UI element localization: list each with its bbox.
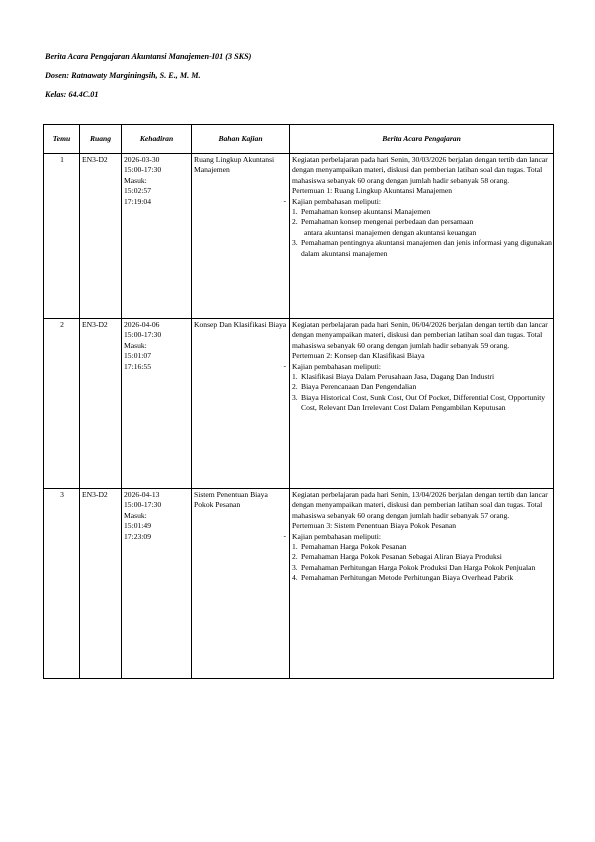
report-cell	[290, 319, 554, 489]
table-row	[44, 154, 554, 319]
study-item: 2. Pemahaman Harga Pokok Pesanan Sebagai Aliran Biaya Produksi	[292, 552, 502, 562]
teaching-report-table	[43, 124, 554, 679]
attendance-out-time: 17:19:04	[124, 196, 152, 206]
meeting-topic: Pertemuan 2: Konsep dan Klasifikasi Biaya	[292, 351, 425, 361]
attendance-time: 15:00-17:30	[124, 330, 162, 340]
study-scope-label: Kajian pembahasan meliputi:	[292, 196, 381, 206]
study-item-continuation: antara akuntansi manajemen dengan akuntansi keuangan	[304, 227, 477, 237]
meeting-topic: Pertemuan 1: Ruang Lingkup Akuntansi Manajemen	[292, 186, 453, 196]
table-row	[44, 319, 554, 489]
lecturer-line: Dosen: Ratnawaty Marginingsih, S. E., M. M.	[45, 71, 201, 80]
attendance-date: 2026-04-13	[124, 490, 160, 499]
meeting-number: 2	[44, 319, 80, 489]
attendance-in-time: 15:01:07	[124, 351, 152, 361]
study-material: Ruang Lingkup Akuntansi Manajemen	[194, 155, 275, 175]
room: EN3-D2	[80, 319, 122, 489]
dash-mark: -	[283, 361, 286, 370]
meeting-topic: Pertemuan 3: Sistem Penentuan Biaya Pokok Pesanan	[292, 521, 457, 531]
table-row	[44, 489, 554, 679]
attendance-in-time: 15:02:57	[124, 186, 152, 196]
attendance-cell	[122, 154, 192, 319]
document-title: Berita Acara Pengajaran Akuntansi Manajemen-I01 (3 SKS)	[45, 52, 252, 61]
col-header-ruang: Ruang	[80, 125, 122, 154]
attendance-in-label: Masuk:	[124, 175, 147, 185]
study-item: 2. Biaya Perencanaan Dan Pengendalian	[292, 382, 417, 392]
col-header-bahan-kajian: Bahan Kajian	[192, 125, 290, 154]
document-header	[45, 52, 251, 109]
attendance-time: 15:00-17:30	[124, 500, 162, 510]
meeting-number: 1	[44, 154, 80, 319]
report-summary: Kegiatan perbelajaran pada hari Senin, 06/04/2026 berjalan dengan tertib dan lancar dengan menyampaikan materi, diskusi dan pemberian latihan soal dan tugas. Total mahasiswa sebanyak 60 orang dengan jumlah hadir sebanyak 59 orang.	[292, 320, 548, 350]
report-cell	[290, 154, 554, 319]
study-item: 1. Pemahaman Harga Pokok Pesanan	[292, 542, 407, 552]
study-item: 1. Klasifikasi Biaya Dalam Perusahaan Jasa, Dagang Dan Industri	[292, 372, 495, 382]
report-cell	[290, 489, 554, 679]
study-scope-label: Kajian pembahasan meliputi:	[292, 531, 381, 541]
dash-mark: -	[283, 196, 286, 205]
meeting-number: 3	[44, 489, 80, 679]
report-summary: Kegiatan perbelajaran pada hari Senin, 30/03/2026 berjalan dengan tertib dan lancar dengan menyampaikan materi, diskusi dan pemberian latihan soal dan tugas. Total mahasiswa sebanyak 60 orang dengan jumlah hadir sebanyak 58 orang.	[292, 155, 548, 185]
study-item: 2. Pemahaman konsep mengenai perbedaan dan persamaan	[292, 217, 474, 227]
room: EN3-D2	[80, 154, 122, 319]
col-header-kehadiran: Kehadiran	[122, 125, 192, 154]
attendance-in-time: 15:01:49	[124, 521, 152, 531]
study-material: Sistem Penentuan Biaya Pokok Pesanan	[194, 490, 268, 510]
attendance-cell	[122, 319, 192, 489]
report-summary: Kegiatan perbelajaran pada hari Senin, 13/04/2026 berjalan dengan tertib dan lancar dengan menyampaikan materi, diskusi dan pemberian latihan soal dan tugas. Total mahasiswa sebanyak 60 orang dengan jumlah hadir sebanyak 57 orang.	[292, 490, 548, 520]
study-item: 3. Pemahaman Perhitungan Harga Pokok Produksi Dan Harga Pokok Penjualan	[292, 562, 536, 572]
attendance-cell	[122, 489, 192, 679]
attendance-time: 15:00-17:30	[124, 165, 162, 175]
class-line: Kelas: 64.4C.01	[45, 90, 99, 99]
attendance-out-time: 17:16:55	[124, 361, 152, 371]
attendance-date: 2026-04-06	[124, 320, 160, 329]
study-item: 3. Biaya Historical Cost, Sunk Cost, Out Of Pocket, Differential Cost, Opportunity Cost, Relevant Dan Irrelevant Cost Dalam Pengambilan Keputusan	[292, 392, 546, 413]
study-material-cell	[192, 319, 290, 489]
study-material-cell	[192, 154, 290, 319]
study-item: 3. Pemahaman pentingnya akuntansi manajemen dan jenis informasi yang digunakan dalam akuntansi manajemen	[292, 238, 552, 258]
attendance-date: 2026-03-30	[124, 155, 160, 164]
study-scope-label: Kajian pembahasan meliputi:	[292, 361, 381, 371]
dash-mark: -	[283, 531, 286, 540]
table-header-row	[44, 125, 554, 154]
col-header-berita-acara: Berita Acara Pengajaran	[290, 125, 554, 154]
study-item: 4. Pemahaman Perhitungan Metode Perhitungan Biaya Overhead Pabrik	[292, 573, 514, 583]
room: EN3-D2	[80, 489, 122, 679]
attendance-out-time: 17:23:09	[124, 531, 152, 541]
study-material-cell	[192, 489, 290, 679]
attendance-in-label: Masuk:	[124, 340, 147, 350]
study-material: Konsep Dan Klasifikasi Biaya	[194, 320, 287, 329]
attendance-in-label: Masuk:	[124, 510, 147, 520]
study-item: 1. Pemahaman konsep akuntansi Manajemen	[292, 207, 431, 217]
col-header-temu: Temu	[44, 125, 80, 154]
